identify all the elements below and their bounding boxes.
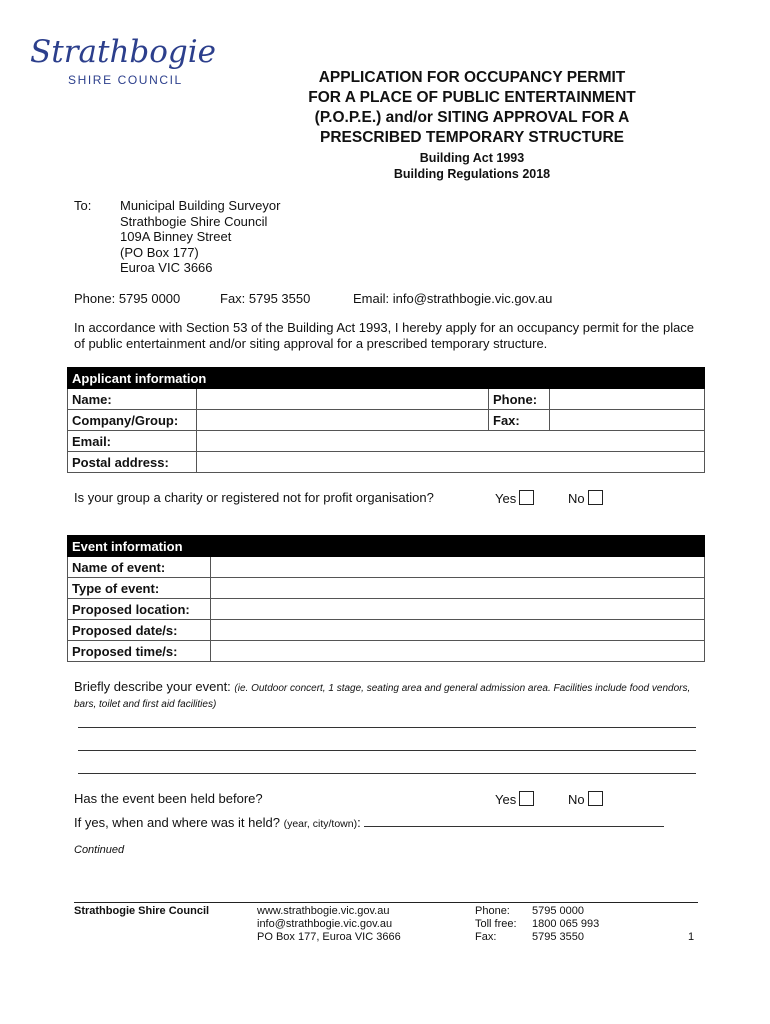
held-yes-checkbox[interactable] [519, 791, 534, 806]
name-field[interactable] [197, 389, 489, 410]
company-label: Company/Group: [68, 410, 197, 431]
where-held-field[interactable] [364, 816, 664, 827]
name-label: Name: [68, 389, 197, 410]
address-line: 109A Binney Street [120, 229, 232, 244]
applicant-header: Applicant information [68, 368, 705, 389]
describe-line-3[interactable] [78, 773, 696, 774]
event-dates-field[interactable] [211, 620, 705, 641]
footer-fax: 5795 3550 [532, 931, 584, 943]
fax-field[interactable] [550, 410, 705, 431]
phone-label: Phone: [489, 389, 550, 410]
title-line-2: FOR A PLACE OF PUBLIC ENTERTAINMENT [308, 89, 636, 106]
event-name-field[interactable] [211, 557, 705, 578]
charity-no-checkbox[interactable] [588, 490, 603, 505]
footer-phone: 5795 0000 [532, 905, 584, 917]
to-label: To: [74, 198, 92, 213]
council-logo: Strathbogie [30, 34, 217, 70]
form-title [262, 68, 682, 148]
footer-labels-col [475, 905, 517, 944]
fax-label: Fax: [489, 410, 550, 431]
email-field[interactable] [197, 431, 705, 452]
charity-yes-option [495, 490, 534, 506]
address-line: Strathbogie Shire Council [120, 213, 268, 229]
event-times-label: Proposed time/s: [68, 641, 211, 662]
held-before-question: Has the event been held before? [74, 791, 263, 806]
footer-divider [74, 902, 698, 903]
event-type-field[interactable] [211, 578, 705, 599]
event-name-label: Name of event: [68, 557, 211, 578]
address-line: Euroa VIC 3666 [120, 260, 213, 275]
footer-tollfree-label: Toll free: [475, 918, 517, 930]
describe-label: Briefly describe your event: [74, 679, 231, 694]
describe-event-prompt [74, 680, 704, 712]
footer-contact-col [257, 905, 401, 944]
applicant-table [67, 367, 705, 473]
contact-phone: Phone: 5795 0000 [74, 291, 181, 306]
charity-yes-checkbox[interactable] [519, 490, 534, 505]
describe-line-1[interactable] [78, 727, 696, 728]
phone-field[interactable] [550, 389, 705, 410]
event-header: Event information [68, 536, 705, 557]
footer-phone-label: Phone: [475, 905, 510, 917]
footer-org: Strathbogie Shire Council [74, 905, 210, 917]
intro-paragraph: In accordance with Section 53 of the Building Act 1993, I hereby apply for an occupancy permit for the place of public entertainment and/or siting approval for a prescribed temporary structure. [74, 320, 695, 351]
event-table [67, 535, 705, 662]
charity-question: Is your group a charity or registered not for profit organisation? [74, 490, 434, 505]
describe-hint: (ie. Outdoor concert, 1 stage, seating area and general admission area. Facilities include food vendors, bars, toilet and first aid facilities) [74, 683, 691, 710]
where-held-question [74, 815, 664, 830]
where-held-label: If yes, when and where was it held? [74, 815, 280, 830]
footer-email: info@strathbogie.vic.gov.au [257, 918, 393, 930]
event-dates-label: Proposed date/s: [68, 620, 211, 641]
title-line-3: (P.O.P.E.) and/or SITING APPROVAL FOR A [314, 109, 630, 126]
address-line: (PO Box 177) [120, 244, 199, 260]
held-no-option [568, 791, 603, 807]
footer-po-box: PO Box 177, Euroa VIC 3666 [257, 931, 401, 943]
held-yes-label: Yes [495, 792, 517, 807]
contact-email: Email: info@strathbogie.vic.gov.au [353, 291, 553, 306]
event-location-field[interactable] [211, 599, 705, 620]
charity-no-label: No [568, 491, 585, 506]
page-number: 1 [688, 931, 695, 943]
where-held-colon: : [357, 815, 361, 830]
footer-website: www.strathbogie.vic.gov.au [257, 905, 390, 917]
council-logo-subtitle: SHIRE COUNCIL [68, 73, 183, 87]
describe-line-2[interactable] [78, 750, 696, 751]
event-type-label: Type of event: [68, 578, 211, 599]
charity-no-option [568, 490, 603, 506]
legislation-subtitle [262, 150, 682, 182]
postal-label: Postal address: [68, 452, 197, 473]
held-yes-option [495, 791, 534, 807]
charity-yes-label: Yes [495, 491, 517, 506]
footer-fax-label: Fax: [475, 931, 497, 943]
held-no-checkbox[interactable] [588, 791, 603, 806]
contact-fax: Fax: 5795 3550 [220, 291, 311, 306]
held-no-label: No [568, 792, 585, 807]
address-line: Municipal Building Surveyor [120, 198, 281, 213]
event-times-field[interactable] [211, 641, 705, 662]
postal-field[interactable] [197, 452, 705, 473]
company-field[interactable] [197, 410, 489, 431]
continued-note: Continued [74, 844, 125, 856]
recipient-address [120, 198, 280, 276]
email-label: Email: [68, 431, 197, 452]
building-act: Building Act 1993 [419, 151, 525, 165]
footer-numbers-col [532, 905, 599, 944]
footer-tollfree: 1800 065 993 [532, 918, 600, 930]
title-line-4: PRESCRIBED TEMPORARY STRUCTURE [320, 129, 624, 146]
building-regulations: Building Regulations 2018 [393, 167, 551, 181]
event-location-label: Proposed location: [68, 599, 211, 620]
title-line-1: APPLICATION FOR OCCUPANCY PERMIT [318, 69, 626, 86]
where-held-hint: (year, city/town) [283, 818, 358, 830]
